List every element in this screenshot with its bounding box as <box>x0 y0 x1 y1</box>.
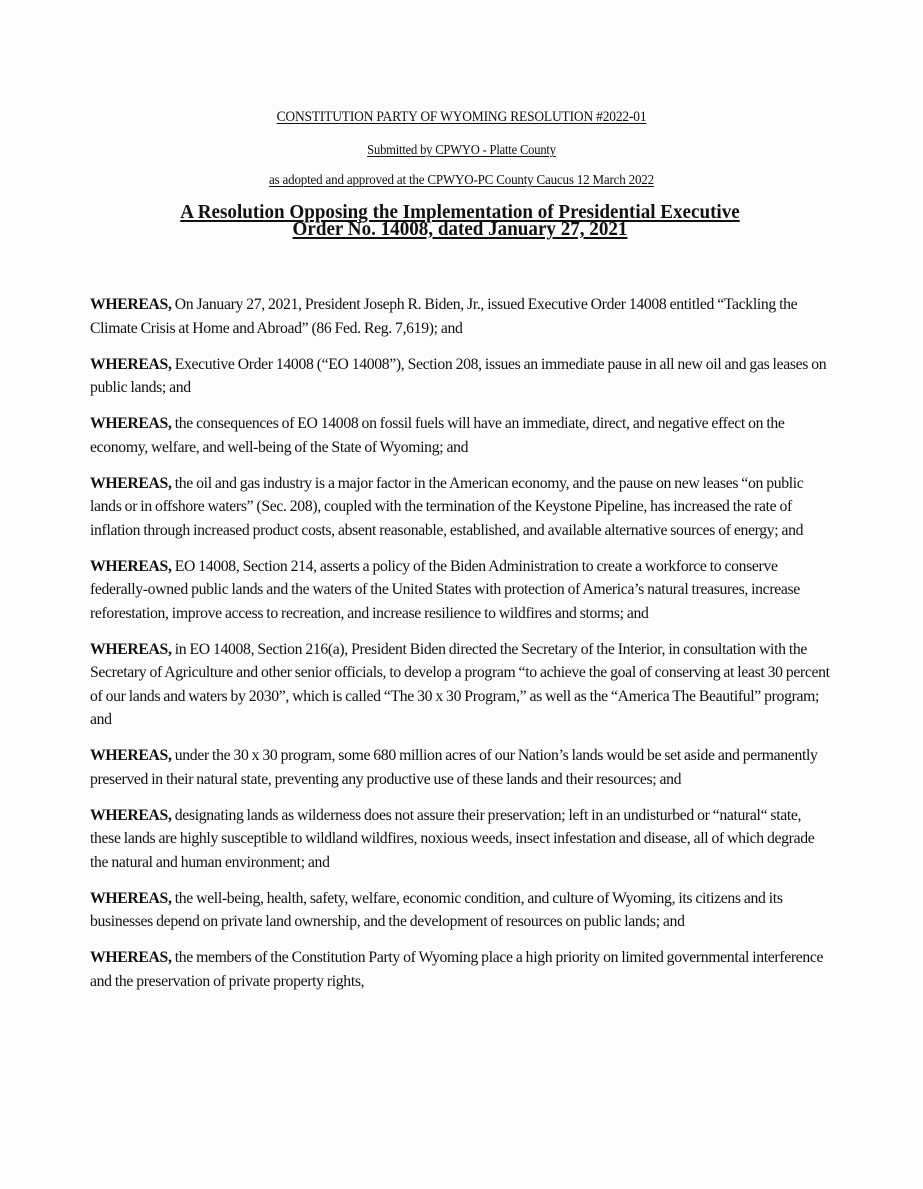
whereas-clause-7 <box>90 743 833 790</box>
clause-text: under the 30 x 30 program, some 680 million acres of our Nation’s lands would be set aside and permanently preserved in their natural state, preventing any productive use of these lands and their resources; and <box>90 745 818 788</box>
whereas-clause-8 <box>90 803 833 874</box>
whereas-keyword: WHEREAS, <box>90 804 172 824</box>
whereas-clause-4 <box>90 471 833 542</box>
whereas-keyword: WHEREAS, <box>90 413 172 432</box>
submitted-by-line: Submitted by CPWYO - Platte County <box>367 142 556 157</box>
whereas-clause-1 <box>90 292 833 339</box>
whereas-keyword: WHEREAS, <box>90 887 172 907</box>
clause-text: Executive Order 14008 (“EO 14008”), Section 208, issues an immediate pause in all new oil and gas leases on public lands; and <box>90 353 827 396</box>
clause-text: EO 14008, Section 214, asserts a policy of the Biden Administration to create a workforce to conserve federally-owned public lands and the waters of the United States with protection of America’s natural treasures, increase reforestation, improve access to recreation, and increase resilience to wildfires and storms; and <box>90 555 800 622</box>
whereas-clause-6 <box>90 637 833 731</box>
resolution-number-heading: CONSTITUTION PARTY OF WYOMING RESOLUTION #2022-01 <box>276 109 647 125</box>
whereas-clause-2 <box>90 352 833 399</box>
clause-text: designating lands as wilderness does not assure their preservation; left in an undisturbed or “natural“ state, these lands are highly susceptible to wildland wildfires, noxious weeds, insect infestation and disease, all of which degrade the natural and human environment; and <box>90 804 815 871</box>
adoption-line: as adopted and approved at the CPWYO-PC County Caucus 12 March 2022 <box>269 173 654 188</box>
whereas-keyword: WHEREAS, <box>90 745 172 764</box>
resolution-body <box>90 292 830 1005</box>
whereas-keyword: WHEREAS, <box>90 555 172 575</box>
whereas-keyword: WHEREAS, <box>90 472 172 492</box>
clause-text: the consequences of EO 14008 on fossil fuels will have an immediate, direct, and negative effect on the economy, welfare, and well-being of the State of Wyoming; and <box>90 413 785 456</box>
whereas-clause-9 <box>90 886 833 933</box>
whereas-keyword: WHEREAS, <box>90 294 172 313</box>
clause-text: the members of the Constitution Party of Wyoming place a high priority on limited governmental interference and the preservation of private property rights, <box>90 947 824 990</box>
clause-text: On January 27, 2021, President Joseph R. Biden, Jr., issued Executive Order 14008 entitled “Tackling the Climate Crisis at Home and Abroad” (86 Fed. Reg. 7,619); and <box>90 294 798 337</box>
whereas-keyword: WHEREAS, <box>90 353 172 373</box>
whereas-keyword: WHEREAS, <box>90 947 172 966</box>
whereas-keyword: WHEREAS, <box>90 638 172 658</box>
resolution-title-line-1: A Resolution Opposing the Implementation of Presidential Executive <box>180 201 740 223</box>
resolution-title <box>125 201 795 240</box>
whereas-clause-5 <box>90 554 833 625</box>
clause-text: in EO 14008, Section 216(a), President Biden directed the Secretary of the Interior, in consultation with the Secretary of Agriculture and other senior officials, to develop a program “to achieve the goal of conserving at least 30 percent of our lands and waters by 2030”, which is called “The 30 x 30 Program,” as well as the “America The Beautiful” program; and <box>90 638 830 728</box>
clause-text: the well-being, health, safety, welfare, economic condition, and culture of Wyoming, its citizens and its businesses depend on private land ownership, and the development of resources on public lands; and <box>90 887 783 930</box>
whereas-clause-3 <box>90 411 833 458</box>
whereas-clause-10 <box>90 945 833 992</box>
resolution-title-line-2: Order No. 14008, dated January 27, 2021 <box>292 218 628 240</box>
clause-text: the oil and gas industry is a major factor in the American economy, and the pause on new leases “on public lands or in offshore waters” (Sec. 208), coupled with the termination of the Keystone Pipeline, has increased the rate of inflation through increased product costs, absent reasonable, established, and available alternative sources of energy; and <box>90 472 804 539</box>
